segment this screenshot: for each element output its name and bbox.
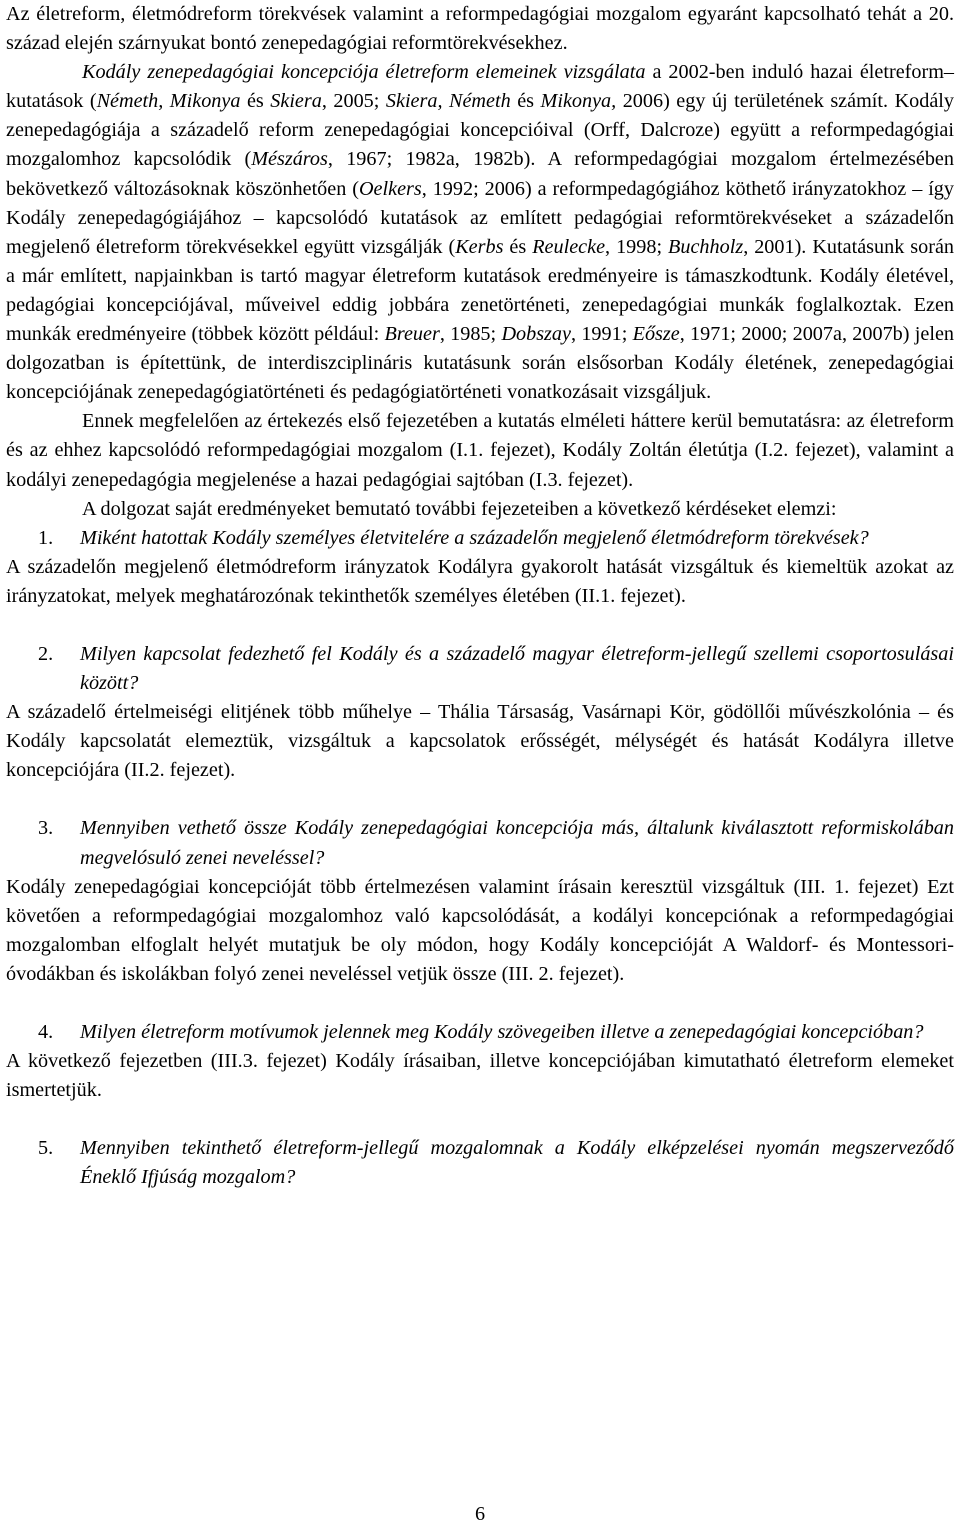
italic-phrase: Kodály zenepedagógiai koncepciója életreform elemeinek vizsgálata xyxy=(82,61,646,84)
citation-author: Buchholz xyxy=(668,235,744,258)
citation-author: Németh, Mikonya xyxy=(96,90,241,113)
page-number: 6 xyxy=(474,1503,486,1525)
citation-author: Breuer xyxy=(384,323,440,346)
paragraph-structure: Ennek megfelelően az értekezés első fejezetében a kutatás elméleti háttere kerül bemutatásra: az életreform és az ehhez kapcsolódó reformpedagógiai mozgalom (I.1. fejezet), Kodály Zoltán életútja (I.2. fejezet), valamint a kodályi zenepedagógia megjelenése a hazai pedagógiai sajtóban (I.3. fejezet). xyxy=(6,410,954,491)
question-answer-3: Kodály zenepedagógiai koncepcióját több értelmezésen valamint írásain keresztül vizsgáltuk (III. 1. fejezet) Ezt követően a reformpedagógiai mozgalomhoz való kapcsolódását, a kodályi koncepciónak a reformpedagógiai mozgalomban elfoglalt helyét mutatjuk be oly módon, hogy Kodály koncepcióját A Waldorf- és Montessori-óvodákban és iskolákban folyó zenei neveléssel vetjük össze (III. 2. fejezet). xyxy=(6,875,954,985)
paragraph-research-context: Kodály zenepedagógiai koncepciója életreform elemeinek vizsgálata a 2002-ben induló hazai életreform–kutatások (Németh, Mikonya és Skiera, 2005; Skiera, Németh és Mikonya, 2006) egy új területének számít. Kodály zenepedagógiája a századelő reform zenepedagógiai koncepcióival (Orff, Dalcroze) együtt a reformpedagógiai mozgalomhoz kapcsolódik (Mészáros, 1967; 1982a, 1982b). A reformpedagógiai mozgalom értelmezésében bekövetkező változásoknak köszönhetően (Oelkers, 1992; 2006) a reformpedagógiához köthető irányzatokhoz – így Kodály zenepedagógiájához – kapcsolódó kutatások az említett pedagógiai reformtörekvéseket a századelőn megjelenő életreform törekvésekkel együtt vizsgálják (Kerbs és Reulecke, 1998; Buchholz, 2001). Kutatásunk során a már említett, napjainkban is tartó magyar életreform kutatások eredményeire is támaszkodtunk. Kodály életével, pedagógiai koncepciójával, műveivel eddig jobbára zenetörténeti, zenepedagógiai munkák foglalkoztak. Ezen munkák eredményeire (többek között például: Breuer, 1985; Dobszay, 1991; Eősze, 1971; 2000; 2007a, 2007b) jelen dolgozatban is építettünk, de interdiszciplináris kutatásunk során elsősorban Kodály életének, zenepedagógiai koncepciójának zenepedagógiatörténeti és pedagógiatörténeti vonatkozásait vizsgáljuk. xyxy=(6,61,955,404)
question-text: Milyen életreform motívumok jelennek meg Kodály szövegeiben illetve a zenepedagógiai koncepcióban? xyxy=(80,1021,924,1043)
citation-author: Skiera xyxy=(270,90,322,113)
citation-author: Mészáros xyxy=(251,148,328,171)
dash: – xyxy=(253,206,264,229)
research-question-3 xyxy=(6,814,954,872)
research-question-5 xyxy=(6,1134,954,1192)
citation-author: Oelkers xyxy=(358,177,422,200)
question-answer-2: A századelő értelmeiségi elitjének több műhelye – Thália Társaság, Vasárnapi Kör, gödöllői művészkolónia – és Kodály kapcsolatát elemeztük, vizsgáltuk a kapcsolatok erősségét, mélységét és hatását Kodályra illetve koncepciójára (II.2. fejezet). xyxy=(6,701,954,782)
document-page xyxy=(6,0,954,1192)
dash: – xyxy=(912,177,923,200)
question-answer-1: A századelőn megjelenő életmódreform irányzatok Kodályra gyakorolt hatását vizsgáltuk és kiemeltük azokat az irányzatokat, melyek meghatározónak tekinthetők személyes életében (II.1. fejezet). xyxy=(6,555,954,607)
question-number: 3. xyxy=(38,817,54,840)
question-text: Mennyiben vethető össze Kodály zenepedagógiai koncepciója más, általunk kiválasztott reformiskolában megvelósuló zenei neveléssel? xyxy=(80,817,954,869)
citation-author: Skiera, Németh xyxy=(385,90,511,113)
question-number: 5. xyxy=(38,1137,54,1160)
citation-author: Kerbs xyxy=(455,235,504,258)
question-number: 4. xyxy=(38,1021,54,1043)
question-number: 1. xyxy=(38,526,54,549)
research-question-4 xyxy=(6,1018,954,1047)
spacer xyxy=(6,611,954,640)
dash: – xyxy=(918,701,930,724)
dash: – xyxy=(943,61,954,84)
question-number: 2. xyxy=(38,642,54,665)
paragraph-intro: Az életreform, életmódreform törekvések valamint a reformpedagógiai mozgalom egyaránt kapcsolható tehát a 20. század elején szárnyukat bontó zenepedagógiai reformtörekvésekhez. xyxy=(6,3,954,55)
question-answer-4: A következő fejezetben (III.3. fejezet) Kodály írásaiban, illetve koncepciójában kimutatható életreform elemeket ismertetjük. xyxy=(6,1050,954,1102)
citation-author: Reulecke xyxy=(532,235,606,258)
research-question-1 xyxy=(6,524,954,553)
question-text: Mennyiben tekinthető életreform-jellegű mozgalomnak a Kodály elképzelései nyomán megszerveződő Éneklő Ifjúság mozgalom? xyxy=(80,1137,954,1189)
question-text: Milyen kapcsolat fedezhető fel Kodály és a századelő magyar életreform-jellegű szellemi csoportosulásai között? xyxy=(80,642,954,695)
dash: – xyxy=(420,701,431,724)
spacer xyxy=(6,989,954,1018)
research-question-2 xyxy=(6,640,954,698)
citation-author: Mikonya, xyxy=(540,90,617,113)
paragraph-questions-intro: A dolgozat saját eredményeket bemutató további fejezeteiben a következő kérdéseket elemzi: xyxy=(82,497,837,520)
citation-author: Dobszay xyxy=(501,323,571,346)
spacer xyxy=(6,1105,954,1134)
question-text: Miként hatottak Kodály személyes életvitelére a századelőn megjelenő életmódreform törekvések? xyxy=(80,526,869,549)
citation-author: Eősze xyxy=(632,323,680,346)
spacer xyxy=(6,785,954,814)
